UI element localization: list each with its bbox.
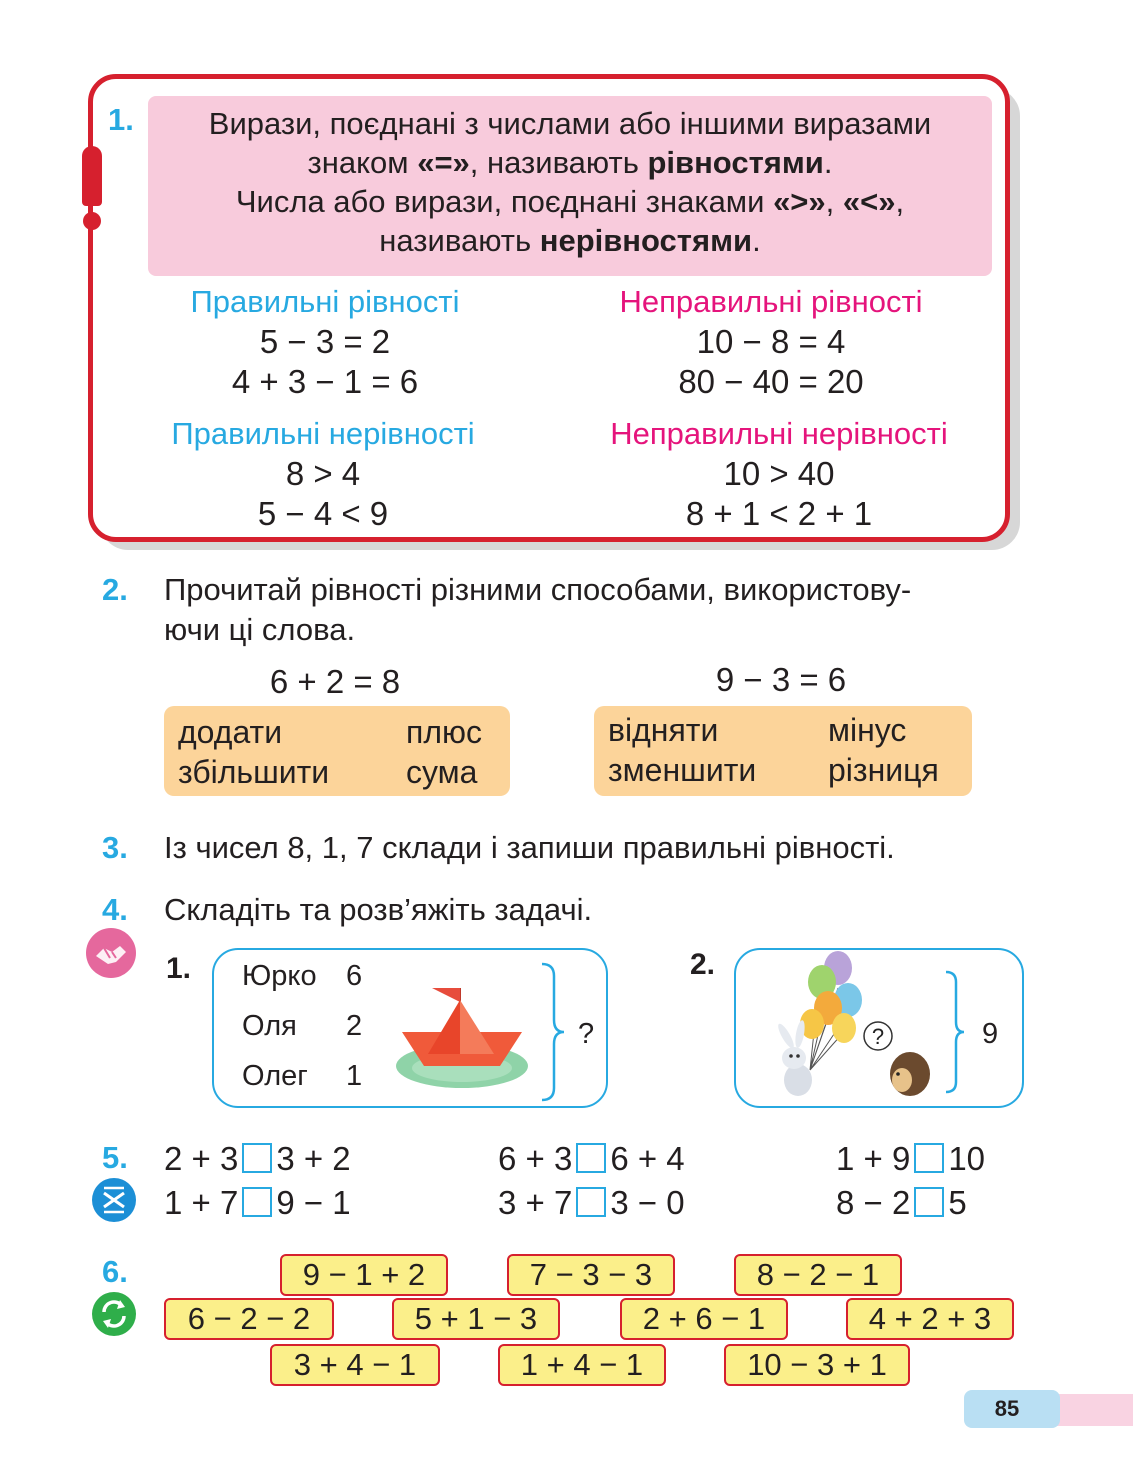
correct-inequality: 8 > 4 bbox=[285, 455, 361, 492]
value: 6 bbox=[346, 960, 363, 992]
task-1-question: ? bbox=[578, 1018, 595, 1050]
comparison: 8 − 2 5 bbox=[836, 1184, 967, 1221]
cycle-icon bbox=[92, 1292, 136, 1336]
exclamation-icon bbox=[82, 146, 102, 206]
rule-line: називають нерівностями. bbox=[379, 223, 761, 258]
subtask-1-label: 1. bbox=[166, 952, 192, 985]
word: мінус bbox=[828, 712, 907, 748]
example-equality-addition: 6 + 2 = 8 bbox=[269, 663, 401, 700]
comparison: 2 + 3 3 + 2 bbox=[164, 1140, 351, 1177]
rule-line: знаком «=», називають рівностями. bbox=[307, 145, 833, 180]
word: різниця bbox=[828, 752, 939, 788]
exclamation-dot bbox=[83, 212, 101, 230]
correct-equality: 5 − 3 = 2 bbox=[259, 323, 391, 360]
task-number-5: 5. bbox=[102, 1140, 128, 1175]
value: 2 bbox=[346, 1010, 363, 1042]
task-number-6: 6. bbox=[102, 1254, 128, 1289]
wrong-equalities-title: Неправильні рівності bbox=[619, 284, 923, 319]
comparison: 3 + 7 3 − 0 bbox=[498, 1184, 685, 1221]
example-equality-subtraction: 9 − 3 = 6 bbox=[715, 661, 847, 698]
wrong-inequality: 10 > 40 bbox=[723, 455, 835, 492]
task-2-text-line2: ючи ці слова. bbox=[164, 612, 356, 647]
task-number-1: 1. bbox=[108, 102, 134, 137]
task-2-total: 9 bbox=[982, 1018, 999, 1050]
answer-box[interactable] bbox=[914, 1187, 944, 1217]
wrong-equality: 10 − 8 = 4 bbox=[696, 323, 846, 360]
word: відняти bbox=[608, 712, 719, 748]
word: збільшити bbox=[178, 754, 330, 790]
word: плюс bbox=[406, 714, 482, 750]
task-2-text-line1: Прочитай рівності різними способами, використову- bbox=[164, 572, 912, 607]
curly-brace-icon bbox=[538, 962, 568, 1102]
expression-card[interactable]: 9 − 1 + 2 bbox=[280, 1254, 448, 1296]
wrong-inequality: 8 + 1 < 2 + 1 bbox=[685, 495, 873, 532]
correct-inequality: 5 − 4 < 9 bbox=[257, 495, 389, 532]
subtraction-words-box bbox=[594, 706, 972, 796]
answer-box[interactable] bbox=[242, 1187, 272, 1217]
wrong-equality: 80 − 40 = 20 bbox=[678, 363, 864, 400]
handshake-icon bbox=[86, 928, 136, 978]
answer-box[interactable] bbox=[914, 1143, 944, 1173]
page-number: 85 bbox=[994, 1396, 1020, 1421]
comparison: 1 + 9 10 bbox=[836, 1140, 986, 1177]
expression-card[interactable]: 3 + 4 − 1 bbox=[270, 1344, 440, 1386]
rule-text bbox=[148, 104, 992, 260]
name-oleg: Олег bbox=[242, 1060, 308, 1092]
task-4-text: Складіть та розв’яжіть задачі. bbox=[164, 892, 593, 927]
task-number-4: 4. bbox=[102, 892, 128, 927]
answer-box[interactable] bbox=[576, 1143, 606, 1173]
comparison: 6 + 3 6 + 4 bbox=[498, 1140, 685, 1177]
value: 1 bbox=[346, 1060, 363, 1092]
correct-equality: 4 + 3 − 1 = 6 bbox=[231, 363, 419, 400]
addition-words-box bbox=[164, 706, 510, 796]
expression-card[interactable]: 7 − 3 − 3 bbox=[507, 1254, 675, 1296]
rule-line: Числа або вирази, поєднані знаками «>», «<», bbox=[235, 184, 905, 219]
term-equalities: рівностями bbox=[647, 145, 824, 180]
expression-card[interactable]: 1 + 4 − 1 bbox=[498, 1344, 666, 1386]
correct-equalities-title: Правильні рівності bbox=[190, 284, 460, 319]
expression-card[interactable]: 4 + 2 + 3 bbox=[846, 1298, 1014, 1340]
expression-card[interactable]: 10 − 3 + 1 bbox=[724, 1344, 910, 1386]
word: додати bbox=[178, 714, 283, 750]
rule-line: Вирази, поєднані з числами або іншими виразами bbox=[208, 106, 932, 141]
correct-inequalities-title: Правильні нерівності bbox=[171, 416, 475, 451]
balloons-scene bbox=[750, 950, 940, 1102]
answer-box[interactable] bbox=[242, 1143, 272, 1173]
task-number-3: 3. bbox=[102, 830, 128, 865]
task-number-2: 2. bbox=[102, 572, 128, 607]
expression-card[interactable]: 8 − 2 − 1 bbox=[734, 1254, 902, 1296]
expression-card[interactable]: 5 + 1 − 3 bbox=[392, 1298, 560, 1340]
comparison: 1 + 7 9 − 1 bbox=[164, 1184, 351, 1221]
wrong-inequalities-title: Неправильні нерівності bbox=[610, 416, 948, 451]
word: сума bbox=[406, 754, 478, 790]
expression-card[interactable]: 2 + 6 − 1 bbox=[620, 1298, 788, 1340]
curly-brace-icon bbox=[942, 970, 968, 1096]
answer-box[interactable] bbox=[576, 1187, 606, 1217]
word: зменшити bbox=[608, 752, 757, 788]
paper-boat-icon bbox=[388, 982, 538, 1092]
name-yurko: Юрко bbox=[242, 960, 317, 992]
term-inequalities: нерівностями bbox=[539, 223, 753, 258]
name-olya: Оля bbox=[242, 1010, 297, 1042]
expression-card[interactable]: 6 − 2 − 2 bbox=[164, 1298, 334, 1340]
compare-icon bbox=[92, 1178, 136, 1222]
subtask-2-label: 2. bbox=[690, 948, 716, 981]
task-2-question: ? bbox=[871, 1024, 885, 1049]
task-3-text: Із чисел 8, 1, 7 склади і запиши правильні рівності. bbox=[164, 830, 895, 865]
